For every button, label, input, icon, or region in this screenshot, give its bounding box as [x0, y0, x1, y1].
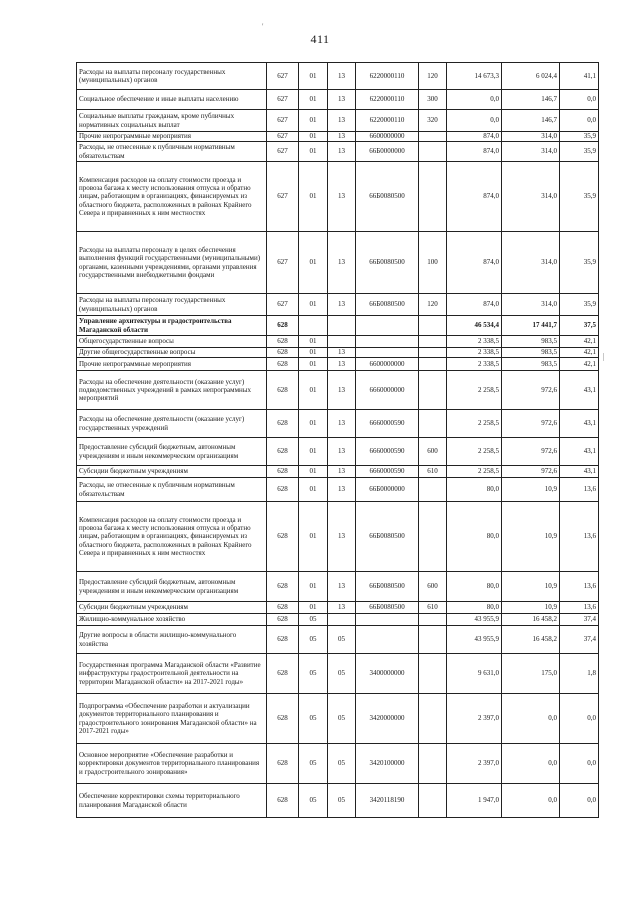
subsection-code: 05: [328, 654, 356, 694]
section-code: 01: [299, 132, 328, 142]
expense-type-code: [419, 132, 447, 142]
article-code: 6660000590: [356, 410, 419, 438]
actual-amount: 0,0: [502, 694, 560, 744]
execution-percent: 1,8: [560, 654, 599, 694]
actual-amount: 17 441,7: [502, 316, 560, 336]
table-row: [77, 63, 599, 90]
subsection-code: [328, 614, 356, 626]
department-code: 628: [267, 316, 299, 336]
expense-name: Предоставление субсидий бюджетным, автономным учреждениям и иным некоммерческим организациям: [77, 438, 267, 466]
expense-type-code: [419, 162, 447, 232]
expense-type-code: [419, 614, 447, 626]
actual-amount: 972,6: [502, 371, 560, 410]
actual-amount: 314,0: [502, 162, 560, 232]
expense-name: Расходы на обеспечение деятельности (оказание услуг) государственных учреждений: [77, 410, 267, 438]
subsection-code: 13: [328, 438, 356, 466]
department-code: 628: [267, 410, 299, 438]
department-code: 628: [267, 438, 299, 466]
section-code: 01: [299, 348, 328, 358]
planned-amount: 80,0: [447, 572, 502, 602]
planned-amount: 2 338,5: [447, 348, 502, 358]
actual-amount: 10,9: [502, 602, 560, 614]
article-code: 6220000110: [356, 110, 419, 132]
table-row: [77, 466, 599, 478]
section-code: 01: [299, 90, 328, 110]
section-code: 01: [299, 478, 328, 502]
department-code: 627: [267, 63, 299, 90]
expense-name: Прочие непрограммные мероприятия: [77, 358, 267, 371]
section-code: 05: [299, 784, 328, 818]
subsection-code: 13: [328, 358, 356, 371]
execution-percent: 13,6: [560, 602, 599, 614]
subsection-code: 05: [328, 626, 356, 654]
article-code: 66Б0080500: [356, 602, 419, 614]
expense-type-code: [419, 336, 447, 348]
execution-percent: 37,4: [560, 614, 599, 626]
expense-type-code: [419, 358, 447, 371]
execution-percent: 43,1: [560, 466, 599, 478]
execution-percent: 0,0: [560, 694, 599, 744]
expense-name: Прочие непрограммные мероприятия: [77, 132, 267, 142]
actual-amount: 972,6: [502, 438, 560, 466]
expense-type-code: [419, 744, 447, 784]
planned-amount: 2 338,5: [447, 336, 502, 348]
department-code: 627: [267, 110, 299, 132]
expense-type-code: 610: [419, 466, 447, 478]
budget-table: [76, 62, 599, 818]
actual-amount: 0,0: [502, 744, 560, 784]
article-code: 3420118190: [356, 784, 419, 818]
section-code: 05: [299, 626, 328, 654]
expense-name: Подпрограмма «Обеспечение разработки и актуализации документов территориального планирования и градостроительного зонирования Магаданской области» на 2017-2021 годы»: [77, 694, 267, 744]
expense-type-code: [419, 654, 447, 694]
expense-type-code: [419, 478, 447, 502]
actual-amount: 314,0: [502, 142, 560, 162]
actual-amount: 0,0: [502, 784, 560, 818]
expense-type-code: [419, 694, 447, 744]
department-code: 628: [267, 466, 299, 478]
expense-type-code: 100: [419, 232, 447, 294]
table-row: [77, 614, 599, 626]
section-code: 01: [299, 410, 328, 438]
table-row: [77, 602, 599, 614]
actual-amount: 16 458,2: [502, 626, 560, 654]
section-code: 01: [299, 162, 328, 232]
planned-amount: 2 397,0: [447, 744, 502, 784]
expense-name: Социальное обеспечение и иные выплаты населению: [77, 90, 267, 110]
execution-percent: 43,1: [560, 371, 599, 410]
subsection-code: 13: [328, 294, 356, 316]
planned-amount: 2 397,0: [447, 694, 502, 744]
subsection-code: 13: [328, 410, 356, 438]
table-row: [77, 348, 599, 358]
department-code: 628: [267, 744, 299, 784]
department-code: 627: [267, 232, 299, 294]
department-code: 628: [267, 614, 299, 626]
table-row: [77, 232, 599, 294]
actual-amount: 6 024,4: [502, 63, 560, 90]
subsection-code: 13: [328, 572, 356, 602]
department-code: 628: [267, 358, 299, 371]
expense-type-code: 120: [419, 294, 447, 316]
actual-amount: 146,7: [502, 110, 560, 132]
department-code: 628: [267, 602, 299, 614]
section-code: 01: [299, 438, 328, 466]
section-code: 01: [299, 232, 328, 294]
scan-mark: ': [262, 22, 264, 31]
table-row: [77, 478, 599, 502]
table-row: [77, 654, 599, 694]
subsection-code: 13: [328, 602, 356, 614]
planned-amount: 874,0: [447, 162, 502, 232]
execution-percent: 35,9: [560, 132, 599, 142]
department-code: 628: [267, 694, 299, 744]
actual-amount: 972,6: [502, 410, 560, 438]
execution-percent: 13,6: [560, 478, 599, 502]
actual-amount: 10,9: [502, 572, 560, 602]
subsection-code: 13: [328, 478, 356, 502]
planned-amount: 46 534,4: [447, 316, 502, 336]
execution-percent: 0,0: [560, 110, 599, 132]
actual-amount: 972,6: [502, 466, 560, 478]
planned-amount: 80,0: [447, 502, 502, 572]
table-row: [77, 744, 599, 784]
table-row: [77, 410, 599, 438]
table-row: [77, 336, 599, 348]
execution-percent: 35,9: [560, 142, 599, 162]
article-code: 6600000000: [356, 132, 419, 142]
expense-name: Обеспечение корректировки схемы территориального планирования Магаданской области: [77, 784, 267, 818]
table-row: [77, 110, 599, 132]
department-code: 627: [267, 90, 299, 110]
subsection-code: 13: [328, 466, 356, 478]
planned-amount: 874,0: [447, 294, 502, 316]
article-code: [356, 626, 419, 654]
execution-percent: 35,9: [560, 162, 599, 232]
expense-name: Государственная программа Магаданской области «Развитие инфраструктуры градостроительной деятельности на территории Магаданской области» на 2017-2021 годы»: [77, 654, 267, 694]
section-code: 01: [299, 358, 328, 371]
article-code: [356, 336, 419, 348]
table-row: [77, 694, 599, 744]
section-code: [299, 316, 328, 336]
article-code: 6660000590: [356, 466, 419, 478]
execution-percent: 0,0: [560, 90, 599, 110]
planned-amount: 43 955,9: [447, 614, 502, 626]
planned-amount: 874,0: [447, 142, 502, 162]
department-code: 628: [267, 502, 299, 572]
subsection-code: 13: [328, 90, 356, 110]
planned-amount: 874,0: [447, 232, 502, 294]
section-code: 01: [299, 371, 328, 410]
expense-type-code: 120: [419, 63, 447, 90]
planned-amount: 2 258,5: [447, 371, 502, 410]
execution-percent: 37,5: [560, 316, 599, 336]
article-code: 3420000000: [356, 694, 419, 744]
execution-percent: 37,4: [560, 626, 599, 654]
article-code: [356, 316, 419, 336]
table-row: [77, 358, 599, 371]
subsection-code: [328, 316, 356, 336]
section-code: 01: [299, 466, 328, 478]
planned-amount: 43 955,9: [447, 626, 502, 654]
planned-amount: 874,0: [447, 132, 502, 142]
table-row: [77, 90, 599, 110]
subsection-code: 13: [328, 142, 356, 162]
execution-percent: 13,6: [560, 572, 599, 602]
subsection-code: [328, 336, 356, 348]
execution-percent: 0,0: [560, 784, 599, 818]
section-code: 05: [299, 694, 328, 744]
subsection-code: 13: [328, 63, 356, 90]
execution-percent: 41,1: [560, 63, 599, 90]
section-code: 05: [299, 614, 328, 626]
section-code: 01: [299, 142, 328, 162]
execution-percent: 43,1: [560, 438, 599, 466]
actual-amount: 10,9: [502, 502, 560, 572]
article-code: 3400000000: [356, 654, 419, 694]
subsection-code: 13: [328, 132, 356, 142]
article-code: 66Б0000000: [356, 478, 419, 502]
execution-percent: 43,1: [560, 410, 599, 438]
actual-amount: 983,5: [502, 348, 560, 358]
expense-name: Общегосударственные вопросы: [77, 336, 267, 348]
section-code: 01: [299, 502, 328, 572]
department-code: 627: [267, 162, 299, 232]
execution-percent: 35,9: [560, 294, 599, 316]
department-code: 627: [267, 142, 299, 162]
planned-amount: 0,0: [447, 110, 502, 132]
expense-type-code: 300: [419, 90, 447, 110]
article-code: 3420100000: [356, 744, 419, 784]
actual-amount: 16 458,2: [502, 614, 560, 626]
section-code: 01: [299, 63, 328, 90]
article-code: 66Б0080500: [356, 572, 419, 602]
execution-percent: 42,1: [560, 336, 599, 348]
expense-name: Расходы на выплаты персоналу в целях обеспечения выполнения функций государственными (муниципальными) органами, казенными учреждениями, органами управления государственными внебюджетными фондами: [77, 232, 267, 294]
article-code: 66Б0080500: [356, 502, 419, 572]
article-code: 6660000000: [356, 371, 419, 410]
expense-name: Социальные выплаты гражданам, кроме публичных нормативных социальных выплат: [77, 110, 267, 132]
actual-amount: 314,0: [502, 294, 560, 316]
actual-amount: 314,0: [502, 132, 560, 142]
table-row: [77, 142, 599, 162]
expense-type-code: 320: [419, 110, 447, 132]
actual-amount: 10,9: [502, 478, 560, 502]
page-number: 411: [310, 32, 330, 46]
department-code: 628: [267, 478, 299, 502]
expense-name: Субсидии бюджетным учреждениям: [77, 602, 267, 614]
subsection-code: 13: [328, 110, 356, 132]
department-code: 628: [267, 784, 299, 818]
expense-name: Компенсация расходов на оплату стоимости проезда и провоза багажа к месту использования отпуска и обратно лицам, работающим в организациях, финансируемых из областного бюджета, расположенных в районах Крайнего Севера и приравненных к ним местностях: [77, 502, 267, 572]
subsection-code: 13: [328, 371, 356, 410]
expense-name: Расходы на выплаты персоналу государственных (муниципальных) органов: [77, 294, 267, 316]
department-code: 628: [267, 348, 299, 358]
expense-name: Другие вопросы в области жилищно-коммунального хозяйства: [77, 626, 267, 654]
table-row: [77, 316, 599, 336]
expense-name: Компенсация расходов на оплату стоимости проезда и провоза багажа к месту использования отпуска и обратно лицам, работающим в организациях, финансируемых из областного бюджета, расположенных в районах Крайнего Севера и приравненных к ним местностях: [77, 162, 267, 232]
actual-amount: 314,0: [502, 232, 560, 294]
expense-type-code: [419, 316, 447, 336]
subsection-code: 13: [328, 502, 356, 572]
expense-type-code: [419, 626, 447, 654]
actual-amount: 175,0: [502, 654, 560, 694]
department-code: 628: [267, 626, 299, 654]
execution-percent: 13,6: [560, 502, 599, 572]
article-code: [356, 348, 419, 358]
subsection-code: 05: [328, 744, 356, 784]
planned-amount: 2 338,5: [447, 358, 502, 371]
table-row: [77, 132, 599, 142]
article-code: 66Б0080500: [356, 232, 419, 294]
execution-percent: 0,0: [560, 744, 599, 784]
section-code: 05: [299, 654, 328, 694]
table-row: [77, 626, 599, 654]
department-code: 628: [267, 654, 299, 694]
department-code: 628: [267, 336, 299, 348]
expense-name: Расходы на обеспечение деятельности (оказание услуг) подведомственных учреждений в рамках непрограммных мероприятий: [77, 371, 267, 410]
expense-type-code: [419, 371, 447, 410]
expense-name: Другие общегосударственные вопросы: [77, 348, 267, 358]
planned-amount: 2 258,5: [447, 410, 502, 438]
scan-mark: |: [603, 352, 605, 361]
section-code: 01: [299, 572, 328, 602]
expense-type-code: [419, 142, 447, 162]
table-body: [77, 63, 599, 818]
subsection-code: 05: [328, 784, 356, 818]
execution-percent: 42,1: [560, 348, 599, 358]
section-code: 05: [299, 744, 328, 784]
department-code: 628: [267, 371, 299, 410]
expense-name: Расходы, не отнесенные к публичным нормативным обязательствам: [77, 142, 267, 162]
expense-type-code: [419, 502, 447, 572]
subsection-code: 13: [328, 162, 356, 232]
article-code: [356, 614, 419, 626]
expense-type-code: 600: [419, 572, 447, 602]
article-code: 6660000590: [356, 438, 419, 466]
article-code: 66Б0080500: [356, 162, 419, 232]
planned-amount: 14 673,3: [447, 63, 502, 90]
section-code: 01: [299, 602, 328, 614]
planned-amount: 2 258,5: [447, 466, 502, 478]
expense-type-code: [419, 784, 447, 818]
table-row: [77, 784, 599, 818]
expense-name: Расходы на выплаты персоналу государственных (муниципальных) органов: [77, 63, 267, 90]
table-row: [77, 371, 599, 410]
department-code: 627: [267, 294, 299, 316]
expense-name: Основное мероприятие «Обеспечение разработки и корректировки документов территориального планирования и градостроительного зонирования»: [77, 744, 267, 784]
actual-amount: 146,7: [502, 90, 560, 110]
planned-amount: 80,0: [447, 602, 502, 614]
expense-name: Управление архитектуры и градостроительства Магаданской области: [77, 316, 267, 336]
table-row: [77, 438, 599, 466]
planned-amount: 9 631,0: [447, 654, 502, 694]
planned-amount: 80,0: [447, 478, 502, 502]
execution-percent: 42,1: [560, 358, 599, 371]
subsection-code: 05: [328, 694, 356, 744]
section-code: 01: [299, 110, 328, 132]
planned-amount: 1 947,0: [447, 784, 502, 818]
expense-name: Субсидии бюджетным учреждениям: [77, 466, 267, 478]
execution-percent: 35,9: [560, 232, 599, 294]
article-code: 66Б0080500: [356, 294, 419, 316]
article-code: 66Б0000000: [356, 142, 419, 162]
expense-name: Предоставление субсидий бюджетным, автономным учреждениям и иным некоммерческим организациям: [77, 572, 267, 602]
table-row: [77, 162, 599, 232]
actual-amount: 983,5: [502, 336, 560, 348]
subsection-code: 13: [328, 232, 356, 294]
article-code: 6220000110: [356, 90, 419, 110]
expense-type-code: [419, 410, 447, 438]
planned-amount: 2 258,5: [447, 438, 502, 466]
table-row: [77, 294, 599, 316]
department-code: 628: [267, 572, 299, 602]
article-code: 6600000000: [356, 358, 419, 371]
actual-amount: 983,5: [502, 358, 560, 371]
subsection-code: 13: [328, 348, 356, 358]
expense-type-code: 600: [419, 438, 447, 466]
article-code: 6220000110: [356, 63, 419, 90]
expense-type-code: 610: [419, 602, 447, 614]
expense-type-code: [419, 348, 447, 358]
section-code: 01: [299, 336, 328, 348]
table-row: [77, 502, 599, 572]
department-code: 627: [267, 132, 299, 142]
section-code: 01: [299, 294, 328, 316]
table-row: [77, 572, 599, 602]
expense-name: Расходы, не отнесенные к публичным нормативным обязательствам: [77, 478, 267, 502]
planned-amount: 0,0: [447, 90, 502, 110]
expense-name: Жилищно-коммунальное хозяйство: [77, 614, 267, 626]
